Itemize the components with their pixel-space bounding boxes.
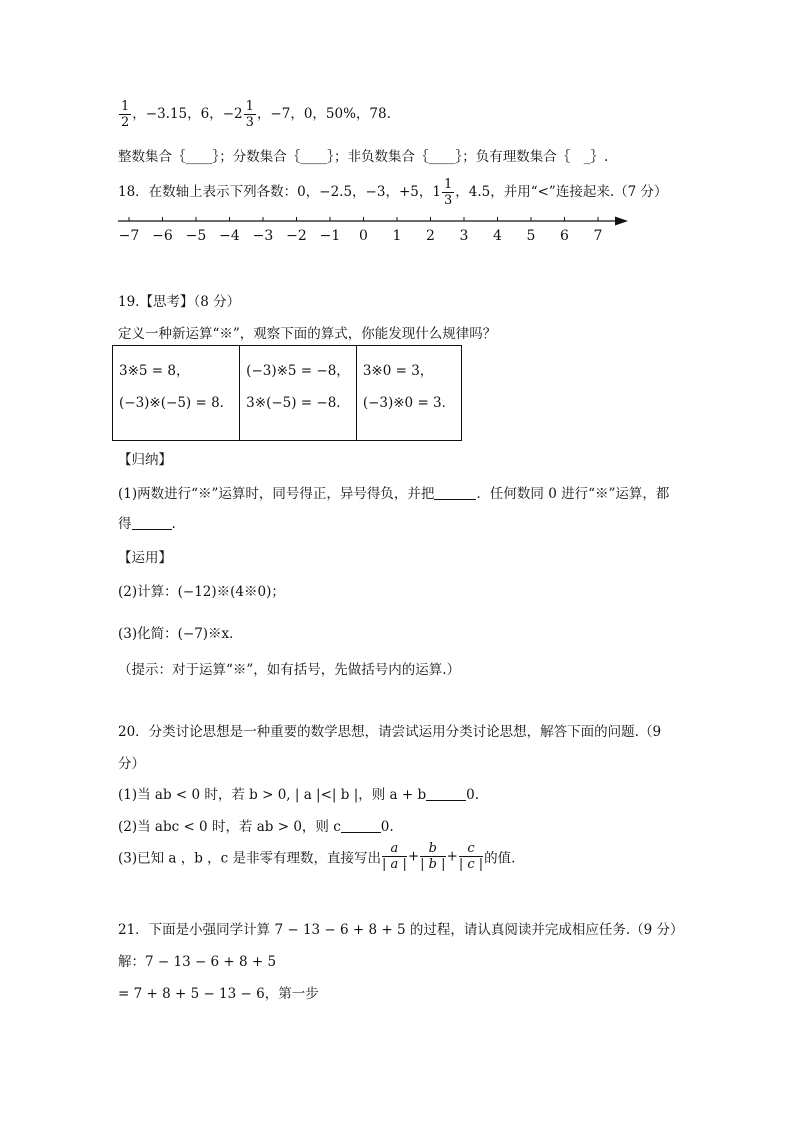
number-line-label: −1 (319, 228, 341, 244)
number-line (112, 208, 632, 252)
answer-blank[interactable] (434, 485, 476, 500)
number-line-label: 3 (459, 228, 469, 244)
number-line-label: −5 (185, 228, 207, 244)
numbers-list: $\frac{1}{2}$ ，−3.15，6，−2 $\frac{1}{3}$ ，−7，0，50%，78. (121, 99, 391, 130)
question-21-step-0: 解：7 − 13 − 6 + 8 + 5 (118, 954, 277, 970)
number-line-label: 7 (593, 228, 603, 244)
induce-part-1-cont: 得 . (118, 516, 176, 532)
fraction-one-third: $\frac{1}{3}$ (245, 99, 254, 130)
question-20-part-3: (3)已知 a ，b ，c 是非零有理数，直接写出 $\frac{a}{| a |}$ + $\frac{b}{| b |}$ + $\frac{c}{| c |}$ 的值. (118, 841, 516, 872)
fraction-one-half: $\frac{1}{2}$ (121, 99, 130, 130)
apply-part-2: (2)计算：(−12)※(4※0)； (118, 584, 285, 600)
operation-examples-table (112, 345, 462, 441)
apply-title: 【运用】 (118, 550, 172, 566)
induce-part-1: (1)两数进行“※”运算时，同号得正，异号得负，并把 ．任何数同 0 进行“※”运算，都 (118, 486, 670, 502)
example-cell: 3※5 = 8， (−3)※(−5) = 8． (113, 346, 240, 441)
question-20-part-1: (1)当 ab < 0 时，若 b > 0, | a |<| b |，则 a + b 0. (118, 787, 480, 803)
answer-blank[interactable] (341, 818, 381, 833)
question-19-title: 19.【思考】（8 分） (118, 294, 241, 310)
question-18: 18．在数轴上表示下列各数：0，−2.5，−3，+5，1 $\frac{1}{3}$ ，4.5，并用“<”连接起来.（7 分） (118, 177, 668, 208)
example-cell: (−3)※5 = −8， 3※(−5) = −8． (240, 346, 357, 441)
number-line-label: 1 (392, 228, 402, 244)
question-21-intro: 21．下面是小强同学计算 7 − 13 − 6 + 8 + 5 的过程，请认真阅读并完成相应任务.（9 分） (118, 922, 684, 938)
question-20-part-2: (2)当 abc < 0 时，若 ab > 0，则 c 0. (118, 819, 394, 835)
number-line-label: 5 (526, 228, 536, 244)
number-line-label: −2 (286, 228, 307, 244)
number-line-label: −4 (219, 228, 240, 244)
number-line-arrow (615, 217, 628, 226)
number-line-label: −3 (252, 228, 274, 244)
fraction-c-over-abs-c: $\frac{c}{| c |}$ (458, 841, 484, 872)
answer-blank[interactable] (132, 515, 172, 530)
question-20-intro: 20．分类讨论思想是一种重要的数学思想，请尝试运用分类讨论思想，解答下面的问题.（9 (118, 724, 662, 740)
hint: （提示：对于运算“※”，如有括号，先做括号内的运算.） (118, 662, 461, 678)
induce-title: 【归纳】 (118, 452, 172, 468)
fraction-one-third: $\frac{1}{3}$ (443, 177, 453, 208)
question-19-intro: 定义一种新运算“※”，观察下面的算式，你能发现什么规律吗？ (118, 326, 497, 342)
sets-line: 整数集合｛____｝；分数集合｛____｝；非负数集合｛____｝；负有理数集合｛ _｝. (118, 149, 609, 165)
answer-blank[interactable] (426, 786, 466, 801)
number-line-label: 6 (560, 228, 569, 244)
fraction-b-over-abs-b: $\frac{b}{| b |}$ (420, 841, 446, 872)
number-line-label: −6 (152, 228, 173, 244)
apply-part-3: (3)化简：(−7)※x． (118, 626, 243, 642)
fraction-a-over-abs-a: $\frac{a}{| a |}$ (382, 841, 407, 872)
question-21-step-1: = 7 + 8 + 5 − 13 − 6，第一步 (118, 986, 319, 1002)
number-line-label: −7 (118, 228, 140, 244)
question-20-intro-cont: 分） (118, 756, 145, 772)
number-line-label: 2 (426, 228, 435, 244)
number-line-label: 0 (359, 228, 368, 244)
number-line-label: 4 (493, 228, 502, 244)
example-cell: 3※0 = 3， (−3)※0 = 3． (356, 346, 461, 441)
